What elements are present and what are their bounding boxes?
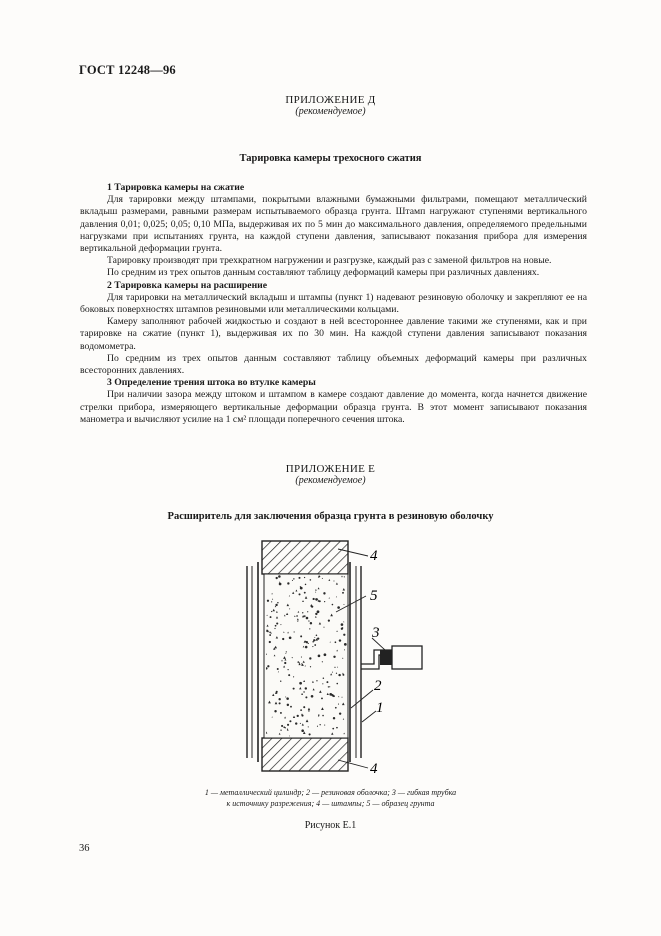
paragraph: Тарировку производят при трехкратном нагружении и разгрузке, каждый раз с заменой фильтров на новые. (107, 255, 552, 267)
appendix-d-title: ПРИЛОЖЕНИЕ Д (285, 94, 376, 106)
callout-2: 2 (374, 678, 382, 694)
section-heading: 2 Тарировка камеры на расширение (107, 279, 268, 291)
appendix-e-heading: Расширитель для заключения образца грунта в резиновую оболочку (167, 511, 494, 522)
expander-figure (0, 530, 661, 790)
callout-3: 3 (372, 625, 380, 641)
appendix-d-body (80, 182, 587, 426)
paragraph: По средним из трех опытов данным составляют таблицу объемных деформаций камеры при различных всесторонних давлениях. (80, 352, 587, 377)
flexible-tube (392, 646, 422, 669)
callout-1: 1 (376, 700, 384, 716)
callout-4-top: 4 (370, 548, 378, 564)
appendix-d-subtitle: (рекомендуемое) (295, 106, 366, 117)
paragraph: При наличии зазора между штоком и штампом в камере создают давление до момента, когда начнется движение стрелки прибора, измеряющего вертикальные деформации образца грунта. В этот момент записывают показания манометра и вычисляют усилие на 1 см² площади поперечного сечения штока. (80, 389, 587, 425)
section-heading: 1 Тарировка камеры на сжатие (107, 182, 245, 193)
appendix-e-subtitle: (рекомендуемое) (295, 475, 366, 486)
paragraph: По средним из трех опытов данным составляют таблицу деформаций камеры при различных давлениях. (107, 267, 540, 279)
figure-legend-line-2: к источнику разрежения; 4 — штампы; 5 — образец грунта (226, 799, 435, 808)
figure-label: Рисунок Е.1 (304, 820, 357, 831)
callout-5: 5 (370, 588, 378, 604)
section-heading: 3 Определение трения штока во втулке камеры (107, 377, 316, 389)
appendix-e-title: ПРИЛОЖЕНИЕ Е (285, 463, 376, 475)
page-number: 36 (79, 843, 90, 854)
paragraph: Камеру заполняют рабочей жидкостью и создают в ней всестороннее давление такими же ступенями, как и при тарировке на сжатие (пункт 1), выдерживая их по 30 мин. На каждой ступени давления записывают показания водомометра. (80, 316, 587, 352)
paragraph: Для тарировки между штампами, покрытыми влажными бумажными фильтрами, помещают металлический вкладыш размерами, равными размерам испытываемого образца грунта. Штамп нагружают ступенями вертикального давления 0,01; 0,025; 0,05; 0,10 МПа, выдерживая их по 5 мин до максимального давления, определяемого предельными нагрузками при испытаниях грунта, на каждой ступени давления, записывают показания прибора для измерения вертикальной деформации грунта. (80, 194, 587, 255)
bottom-stamp (262, 738, 348, 771)
figure-legend-line-1: 1 — металлический цилиндр; 2 — резиновая оболочка; 3 — гибкая трубка (204, 788, 457, 797)
callout-4-bottom: 4 (370, 761, 378, 777)
document-id-header: ГОСТ 12248—96 (79, 63, 176, 77)
paragraph: Для тарировки на металлический вкладыш и штампы (пункт 1) надевают резиновую оболочку и закрепляют ее на боковых поверхностях штампов резиновыми или металлическими кольцами. (80, 291, 587, 316)
top-stamp (262, 541, 348, 574)
appendix-d-heading: Тарировка камеры трехосного сжатия (239, 153, 422, 164)
